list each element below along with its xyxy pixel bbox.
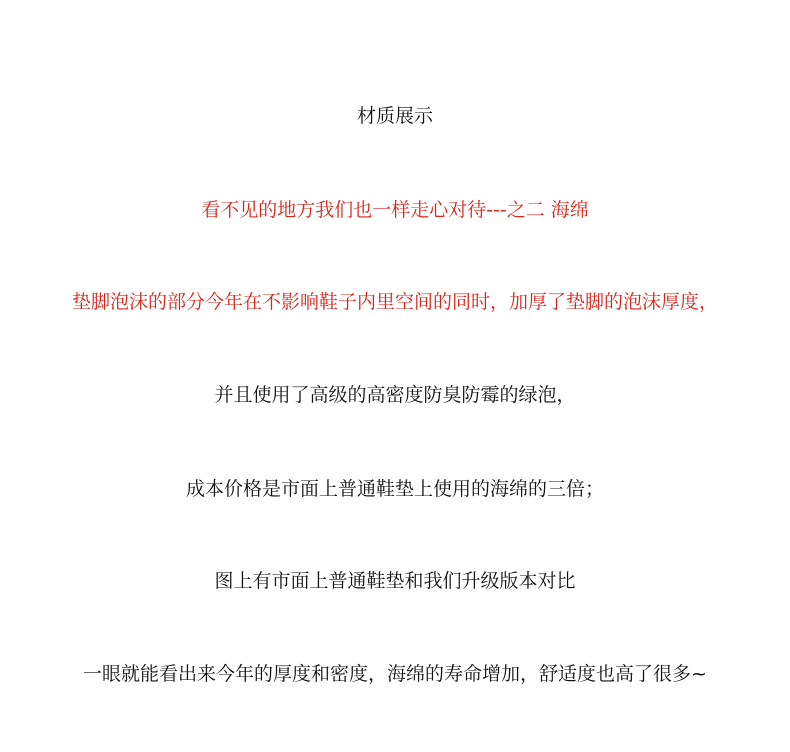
page-title: 材质展示 (356, 105, 433, 127)
text-line-comparison: 图上有市面上普通鞋垫和我们升级版本对比 (214, 570, 576, 592)
text-line-green-foam: 并且使用了高级的高密度防臭防霉的绿泡， (214, 384, 576, 406)
text-line-cost: 成本价格是市面上普通鞋垫上使用的海绵的三倍； (185, 478, 604, 500)
text-line-foam-thickness: 垫脚泡沫的部分今年在不影响鞋子内里空间的同时，加厚了垫脚的泡沫厚度， (71, 291, 718, 313)
text-line-conclusion: 一眼就能看出来今年的厚度和密度，海绵的寿命增加，舒适度也高了很多~ (83, 663, 707, 685)
text-line-sponge-intro: 看不见的地方我们也一样走心对待---之二 海绵 (201, 199, 589, 221)
